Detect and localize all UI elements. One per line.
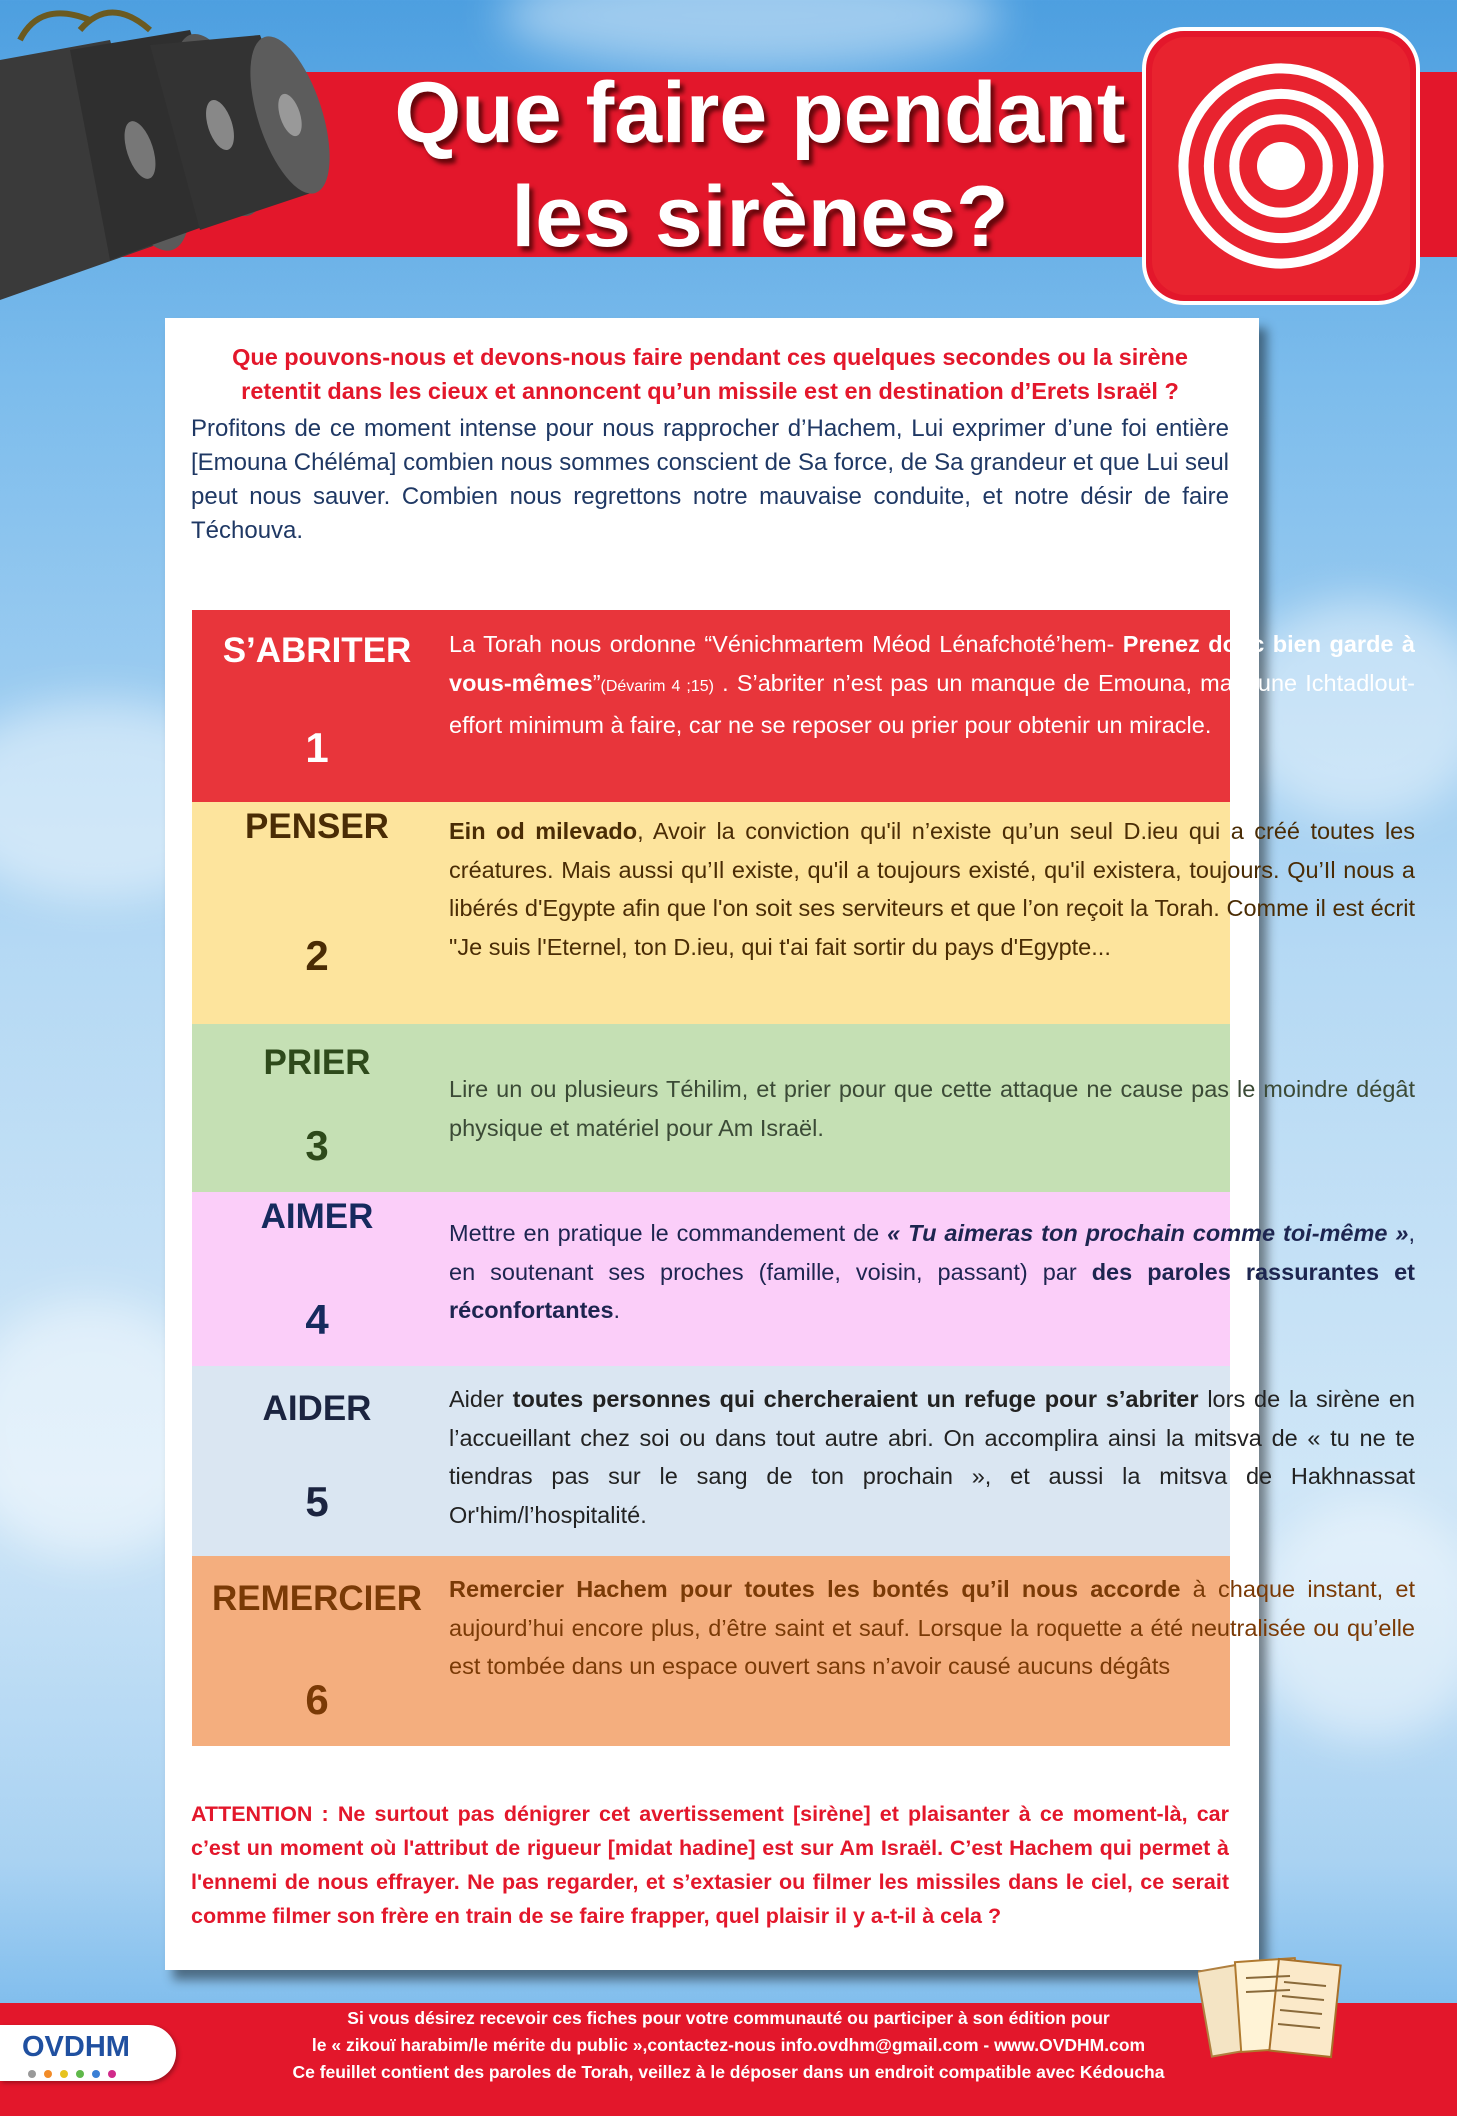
text-run: lors de la sirène en l’accueillant chez soi ou dans tout autre abri. On accomplira ainsi la mitsva de « tu ne te tiendras pas sur le sang de ton prochain », et aussi la mitsva de Hakhnassat Or'him/l’hospitalité. bbox=[449, 1386, 1415, 1528]
step-number: 5 bbox=[305, 1478, 329, 1525]
step-name: AIMER bbox=[260, 1197, 374, 1236]
intro-paragraph: Profitons de ce moment intense pour nous rapprocher d’Hachem, Lui exprimer d’une foi entière [Emouna Chéléma] combien nous sommes conscient de Sa force, de Sa grandeur et que Lui seul peut nous sauver. Combien nous regrettons notre mauvaise conduite, et notre désir de faire Téchouva. bbox=[191, 415, 1229, 544]
step-text bbox=[449, 812, 1415, 966]
step-text bbox=[449, 625, 1415, 745]
text-emphasis: des paroles rassurantes et réconfortantes bbox=[449, 1258, 1415, 1323]
step-remercier bbox=[192, 1556, 1415, 1746]
logo-dots bbox=[28, 2065, 124, 2083]
step-name: AIDER bbox=[262, 1389, 372, 1428]
text-run: . S’abriter n’est pas un manque de Emouna, mais une Ichtadlout-effort minimum à faire, car ne se reposer ou prier pour obtenir un miracle. bbox=[449, 669, 1416, 738]
steps-table bbox=[192, 610, 1416, 1746]
step-text bbox=[449, 1380, 1415, 1534]
intro-question: Que pouvons-nous et devons-nous faire pendant ces quelques secondes ou la sirène retentit dans les cieux et annoncent qu’un missile est en destination d’Erets Israël ? bbox=[232, 344, 1188, 404]
text-emphasis: toutes personnes qui chercheraient un refuge pour s’abriter bbox=[512, 1386, 1199, 1412]
text-reference: (Dévarim 4 ;15) bbox=[600, 677, 715, 695]
text-run: Mettre en pratique le commandement de bbox=[449, 1220, 888, 1246]
text-emphasis: Remercier Hachem pour toutes les bontés qu’il nous accorde bbox=[449, 1576, 1181, 1602]
text-run: Lire un ou plusieurs Téhilim, et prier pour que cette attaque ne cause pas le moindre dégât physique et matériel pour Am Israël. bbox=[449, 1076, 1415, 1141]
step-number: 3 bbox=[305, 1122, 329, 1169]
footer-line: Ce feuillet contient des paroles de Torah, veillez à le déposer dans un endroit compatible avec Kédoucha bbox=[292, 2062, 1165, 2082]
warning-text: ATTENTION : Ne surtout pas dénigrer cet avertissement [sirène] et plaisanter à ce moment-là, car c’est un moment où l'attribut de rigueur [midat hadine] est sur Am Israël. C’est Hachem qui permet à l'ennemi de nous effrayer. Ne pas regarder, et s’extasier ou filmer les missiles dans le ciel, ce serait comme filmer son frère en train de se faire frapper, quel plaisir il y a-t-il à cela ? bbox=[191, 1802, 1229, 1928]
text-emphasis: Prenez donc bien garde à vous-mêmes bbox=[449, 631, 1415, 696]
step-number: 4 bbox=[305, 1296, 329, 1343]
footer-line: Si vous désirez recevoir ces fiches pour votre communauté ou participer à son édition pour bbox=[347, 2008, 1110, 2028]
title-line-2: les sirènes? bbox=[511, 168, 1009, 265]
text-emphasis: Ein od milevado bbox=[449, 818, 638, 844]
step-name: S’ABRITER bbox=[222, 631, 412, 670]
logo-text: OVDHM bbox=[22, 2031, 130, 2063]
step-aider bbox=[192, 1366, 1415, 1556]
text-run: , Avoir la conviction qu'il n’existe qu’un seul D.ieu qui a créé toutes les créatures. Mais aussi qu’Il existe, qu'il a toujours existé, qu'il existera, toujours. Qu’Il nous a libérés d'Egypte afin que l'on soit ses serviteurs et que l’on reçoit la Torah. Comme il est écrit "Je suis l'Eternel, ton D.ieu, qui t'ai fait sortir du pays d'Egypte... bbox=[449, 818, 1416, 960]
text-run: Aider bbox=[449, 1386, 513, 1412]
text-emphasis: « Tu aimeras ton prochain comme toi-même » bbox=[887, 1220, 1409, 1246]
step-abriter bbox=[192, 610, 1416, 802]
step-name: REMERCIER bbox=[211, 1579, 423, 1618]
step-number: 6 bbox=[305, 1676, 329, 1723]
step-prier bbox=[192, 1024, 1415, 1192]
step-number: 1 bbox=[305, 724, 329, 771]
text-run: , en soutenant ses proches (famille, voisin, passant) par bbox=[449, 1220, 1415, 1285]
step-penser bbox=[192, 802, 1416, 1024]
step-text bbox=[449, 1570, 1415, 1686]
ovdhm-logo bbox=[0, 2025, 176, 2081]
text-run: . bbox=[613, 1297, 621, 1323]
step-name: PENSER bbox=[245, 807, 389, 846]
page-title bbox=[330, 64, 1190, 265]
step-number: 2 bbox=[305, 932, 329, 979]
step-text bbox=[449, 1070, 1415, 1147]
loudspeakers-image bbox=[0, 0, 360, 360]
siren-icon bbox=[1140, 25, 1422, 307]
step-text bbox=[449, 1214, 1415, 1330]
step-aimer bbox=[192, 1192, 1415, 1366]
sky-cloud bbox=[500, 0, 1000, 70]
text-run: à chaque instant, et aujourd’hui encore plus, d’être saint et sauf. Lorsque la roquette a été neutralisée ou qu’elle est tombée dans un espace ouvert sans n’avoir causé aucuns dégâts bbox=[449, 1576, 1415, 1679]
text-run: La Torah nous ordonne “Vénichmartem Méod Lénafchoté’hem- bbox=[449, 631, 1123, 657]
title-line-1: Que faire pendant bbox=[394, 64, 1126, 161]
text-run: ” bbox=[592, 669, 601, 696]
step-name: PRIER bbox=[263, 1043, 371, 1082]
footer-text bbox=[200, 2005, 1257, 2086]
footer-line: le « zikouï harabim/le mérite du public »,contactez-nous info.ovdhm@gmail.com - www.OVDHM.com bbox=[311, 2035, 1146, 2055]
